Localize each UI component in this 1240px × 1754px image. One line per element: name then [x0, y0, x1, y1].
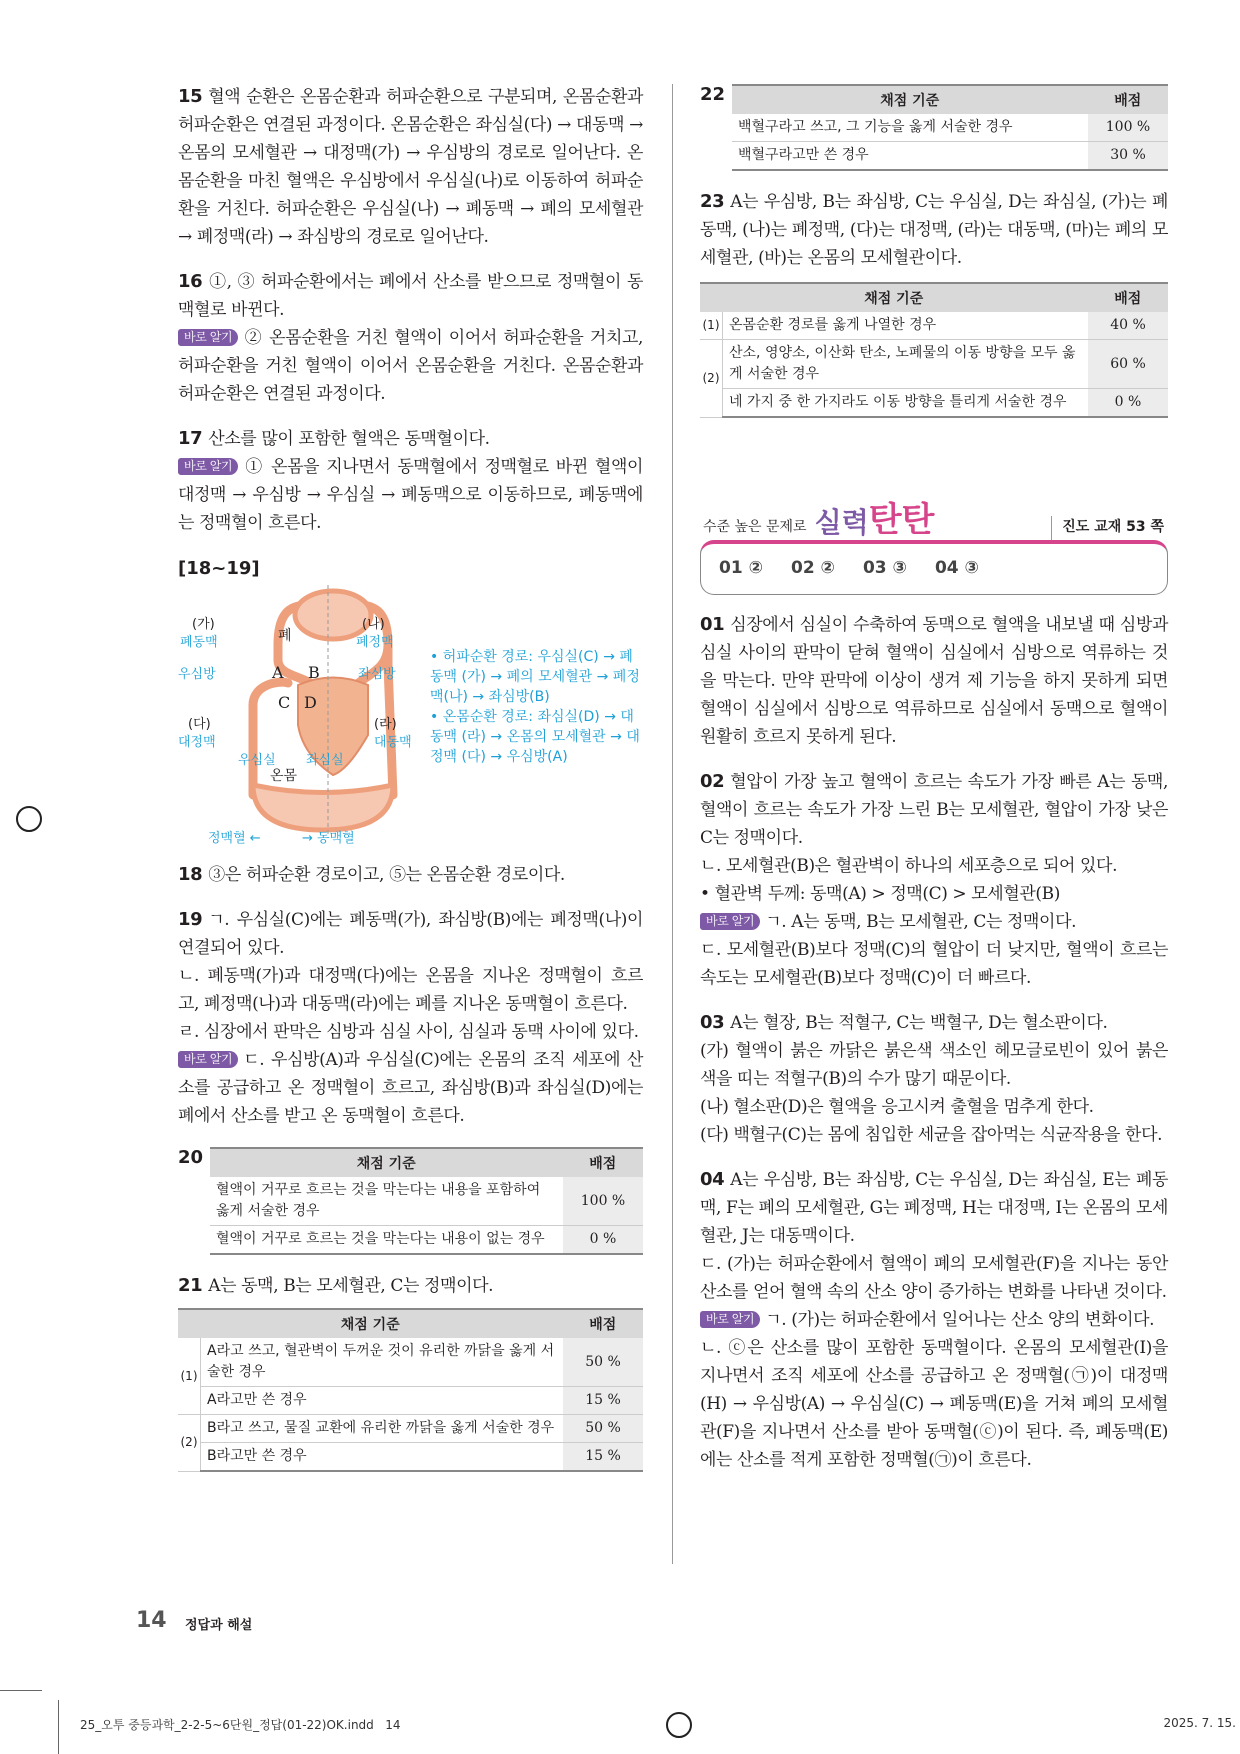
- section-title-part1: 실력: [814, 506, 869, 539]
- table-row: [700, 312, 1168, 340]
- question-number: 23: [700, 191, 725, 212]
- table-row: [210, 1226, 643, 1255]
- answer-text: ③은 허파순환 경로이고, ⑤는 온몸순환 경로이다.: [208, 865, 565, 885]
- left-column: [178, 83, 643, 1472]
- crop-mark: [0, 1690, 42, 1691]
- label-D: D: [304, 693, 317, 712]
- scoring-table-22: [732, 84, 1168, 171]
- correction-badge: 바로 알기: [700, 913, 760, 930]
- score-cell: 100 %: [563, 1177, 644, 1226]
- left-ventricle-label: 좌심실: [306, 753, 344, 768]
- group-label: (2): [178, 1415, 201, 1472]
- question-number: 17: [178, 428, 203, 449]
- table-row: [178, 1415, 643, 1443]
- correction-text: ㄷ. 우심방(A)과 우심실(C)에는 온몸의 조직 세포에 산소를 공급하고 온 정맥혈이 흐르고, 좌심방(B)과 좌심실(D)에는 폐에서 산소를 받고 온 동맥혈이 흐른다.: [178, 1050, 643, 1126]
- pulmonary-vein-label: 폐정맥: [356, 635, 394, 650]
- page-number: 14: [136, 1608, 167, 1633]
- section-title-part2: 탄탄: [868, 500, 935, 540]
- correction-badge: 바로 알기: [178, 1051, 238, 1068]
- label-da: (다): [188, 717, 211, 732]
- table-row: [178, 1387, 643, 1415]
- aorta-label: 대동맥: [374, 735, 412, 750]
- answer-text: ①, ③ 허파순환에서는 폐에서 산소를 받으므로 정맥혈이 동맥혈로 바뀐다.: [178, 272, 643, 320]
- question-number: 04: [700, 1169, 725, 1190]
- column-divider: [672, 84, 673, 1564]
- table-row: [700, 340, 1168, 389]
- circulation-routes: [430, 647, 643, 767]
- answer-text: A는 우심방, B는 좌심방, C는 우심실, D는 좌심실, E는 폐동맥, F는 폐의 모세혈관, G는 폐정맥, H는 대정맥, I는 온몸의 모세혈관, J는 대동맥이다.: [700, 1170, 1168, 1246]
- circulation-diagram: [178, 585, 643, 847]
- answer-line: ㄴ. 폐동맥(가)과 대정맥(다)에는 온몸을 지나온 정맥혈이 흐르고, 폐정맥(나)과 대동맥(라)에는 폐를 지나온 동맥혈이 흐른다.: [178, 966, 643, 1014]
- arterial-blood-label: → 동맥혈: [302, 831, 355, 846]
- score-cell: 30 %: [1088, 142, 1169, 171]
- criteria-cell: B라고 쓰고, 물질 교환에 유리한 까닭을 옳게 서술한 경우: [201, 1415, 563, 1443]
- criteria-cell: B라고만 쓴 경우: [201, 1443, 563, 1472]
- score-cell: 15 %: [563, 1443, 644, 1472]
- header-score: 배점: [1088, 85, 1169, 114]
- group-label: (2): [700, 340, 723, 418]
- criteria-cell: 산소, 영양소, 이산화 탄소, 노폐물의 이동 방향을 모두 옳게 서술한 경우: [723, 340, 1088, 389]
- answer-text: 심장에서 심실이 수축하여 동맥으로 혈액을 내보낼 때 심방과 심실 사이의 판막이 닫혀 혈액이 심실에서 심방으로 역류하는 것을 막는다. 만약 판막에 이상이 생겨 제 기능을 하지 못하게 되면 혈액이 심실에서 심방으로 역류하므로 심실에서 동맥으로 혈액이 원활히 흐르지 못하게 된다.: [700, 615, 1168, 747]
- answer-key-box: [700, 540, 1168, 595]
- score-cell: 40 %: [1088, 312, 1169, 340]
- header-score: 배점: [563, 1148, 644, 1177]
- header-criteria: 채점 기준: [700, 283, 1088, 312]
- criteria-cell: 백혈구라고만 쓴 경우: [732, 142, 1088, 171]
- criteria-cell: A라고 쓰고, 혈관벽이 두꺼운 것이 유리한 까닭을 옳게 서술한 경우: [201, 1338, 563, 1387]
- label-ra: (라): [374, 717, 397, 732]
- question-number: 03: [700, 1012, 725, 1033]
- criteria-cell: 백혈구라고 쓰고, 그 기능을 옳게 서술한 경우: [732, 114, 1088, 142]
- criteria-cell: 혈액이 거꾸로 흐르는 것을 막는다는 내용을 포함하여 옳게 서술한 경우: [210, 1177, 563, 1226]
- right-ventricle-label: 우심실: [238, 753, 276, 768]
- answer-text: A는 우심방, B는 좌심방, C는 우심실, D는 좌심실, (가)는 폐동맥, (나)는 폐정맥, (다)는 대정맥, (라)는 대동맥, (마)는 폐의 모세혈관, (바)는 온몸의 모세혈관이다.: [700, 192, 1168, 268]
- score-cell: 50 %: [563, 1338, 644, 1387]
- question-number: 19: [178, 909, 203, 930]
- answer-04: [700, 1166, 1168, 1474]
- heart-vessel-illustration: [208, 585, 448, 835]
- score-cell: 15 %: [563, 1387, 644, 1415]
- score-cell: 60 %: [1088, 340, 1169, 389]
- answer-03: [700, 1009, 1168, 1149]
- label-na: (나): [362, 617, 385, 632]
- label-C: C: [278, 693, 291, 712]
- correction-text: ㄱ. (가)는 허파순환에서 일어나는 산소 양의 변화이다.: [765, 1310, 1155, 1330]
- label-ga: (가): [192, 617, 215, 632]
- group-label: (1): [700, 312, 723, 340]
- correction-text: ② 온몸순환을 거친 혈액이 이어서 허파순환을 거치고, 허파순환을 거친 혈액이 이어서 온몸순환을 거친다. 온몸순환과 허파순환은 연결된 과정이다.: [178, 328, 643, 404]
- answer-16: [178, 268, 643, 408]
- textbook-page-ref: 진도 교재 53 쪽: [1051, 516, 1168, 540]
- header-score: 배점: [563, 1309, 644, 1338]
- group-label: (1): [178, 1338, 201, 1415]
- header-criteria: 채점 기준: [178, 1309, 563, 1338]
- scoring-table-20: [210, 1147, 643, 1255]
- crop-mark: [58, 1700, 59, 1754]
- answer-17: [178, 425, 643, 537]
- criteria-cell: A라고만 쓴 경우: [201, 1387, 563, 1415]
- label-B: B: [308, 663, 320, 682]
- answer-15: [178, 83, 643, 251]
- criteria-cell: 혈액이 거꾸로 흐르는 것을 막는다는 내용이 없는 경우: [210, 1226, 563, 1255]
- answer-21: [178, 1272, 643, 1300]
- correction-badge: 바로 알기: [700, 1311, 760, 1328]
- score-cell: 0 %: [563, 1226, 644, 1255]
- answer-line: ㄴ. 모세혈관(B)은 혈관벽이 하나의 세포층으로 되어 있다.: [700, 856, 1118, 876]
- systemic-route: • 온몸순환 경로: 좌심실(D) → 대동맥 (라) → 온몸의 모세혈관 → 대정맥 (다) → 우심방(A): [430, 709, 640, 765]
- table-row: [732, 142, 1168, 171]
- answer-line: ㄷ. (가)는 허파순환에서 혈액이 폐의 모세혈관(F)을 지나는 동안 산소를 얻어 혈액 속의 산소 양이 증가하는 변화를 나타낸 것이다.: [700, 1254, 1168, 1302]
- body-label: 온몸: [270, 768, 298, 784]
- scoring-table-23: [700, 282, 1168, 418]
- answer-02: [700, 768, 1168, 992]
- question-number: 21: [178, 1275, 203, 1296]
- table-row: [210, 1177, 643, 1226]
- correction-text: ㄱ. A는 동맥, B는 모세혈관, C는 정맥이다.: [765, 912, 1077, 932]
- left-atrium-label: 좌심방: [358, 667, 396, 682]
- answer-line: • 혈관벽 두께: 동맥(A) > 정맥(C) > 모세혈관(B): [700, 884, 1060, 904]
- answer-line: (나) 혈소판(D)은 혈액을 응고시켜 출혈을 멈추게 한다.: [700, 1097, 1094, 1117]
- label-A: A: [272, 663, 284, 682]
- correction-badge: 바로 알기: [178, 458, 238, 475]
- answer-19: [178, 906, 643, 1130]
- registration-mark-icon: [16, 806, 42, 832]
- answer-key-item: 02 ②: [790, 558, 835, 578]
- venous-blood-label: 정맥혈 ←: [208, 831, 261, 846]
- footer-date: 2025. 7. 15.: [1163, 1716, 1236, 1730]
- question-number-22: 22: [700, 84, 726, 105]
- question-number: 18: [178, 864, 203, 885]
- answer-line: ㄷ. 모세혈관(B)보다 정맥(C)의 혈압이 더 낮지만, 혈액이 흐르는 속도는 모세혈관(B)보다 정맥(C)이 더 빠르다.: [700, 940, 1168, 988]
- score-cell: 100 %: [1088, 114, 1169, 142]
- answer-text: ㄱ. 우심실(C)에는 폐동맥(가), 좌심방(B)에는 폐정맥(나)이 연결되어 있다.: [178, 910, 643, 958]
- answer-20: [178, 1147, 643, 1255]
- score-cell: 0 %: [1088, 389, 1169, 418]
- header-criteria: 채점 기준: [210, 1148, 563, 1177]
- answer-text: 혈액 순환은 온몸순환과 허파순환으로 구분되며, 온몸순환과 허파순환은 연결된 과정이다. 온몸순환은 좌심실(다) → 대동맥 → 온몸의 모세혈관 → 대정맥(가) → 우심방의 경로로 일어난다. 온몸순환을 마친 혈액은 우심방에서 우심실(나)로 이동하여 허파순환을 거친다. 허파순환은 우심실(나) → 폐동맥 → 폐의 모세혈관 → 폐정맥(라) → 좌심방의 경로로 일어난다.: [178, 87, 643, 247]
- table-row: [732, 114, 1168, 142]
- question-number: 16: [178, 271, 203, 292]
- answer-22: [700, 84, 1168, 171]
- correction-badge: 바로 알기: [178, 329, 238, 346]
- criteria-cell: 온몸순환 경로를 옳게 나열한 경우: [723, 312, 1088, 340]
- answer-line: ㄴ. ⓒ은 산소를 많이 포함한 동맥혈이다. 온몸의 모세혈관(I)을 지나면서 조직 세포에 산소를 공급하고 온 정맥혈(㉠)이 대정맥(H) → 우심방(A) → 우심실(C) → 폐동맥(E)을 거쳐 폐의 모세혈관(F)을 지나면서 산소를 받아 동맥혈(ⓒ)이 된다. 즉, 폐동맥(E)에는 산소를 적게 포함한 정맥혈(㉠)이 흐른다.: [700, 1338, 1168, 1470]
- pulmonary-route: • 허파순환 경로: 우심실(C) → 폐동맥 (가) → 폐의 모세혈관 → 폐정맥(나) → 좌심방(B): [430, 649, 640, 705]
- score-cell: 50 %: [563, 1415, 644, 1443]
- correction-text: ① 온몸을 지나면서 동맥혈에서 정맥혈로 바뀐 혈액이 대정맥 → 우심방 → 우심실 → 폐동맥으로 이동하므로, 폐동맥에는 정맥혈이 흐른다.: [178, 457, 643, 533]
- right-column: [700, 84, 1168, 1474]
- group-label: [18~19]: [178, 558, 260, 579]
- right-atrium-label: 우심방: [178, 667, 216, 682]
- answer-18: [178, 861, 643, 889]
- question-number: 02: [700, 771, 725, 792]
- answer-key-item: 04 ③: [934, 558, 979, 578]
- question-number: 15: [178, 86, 203, 107]
- answer-line: ㄹ. 심장에서 판막은 심방과 심실 사이, 심실과 동맥 사이에 있다.: [178, 1022, 639, 1042]
- question-number-20: 20: [178, 1147, 204, 1168]
- criteria-cell: 네 가지 중 한 가지라도 이동 방향을 틀리게 서술한 경우: [723, 389, 1088, 418]
- answer-line: (다) 백혈구(C)는 몸에 침입한 세균을 잡아먹는 식균작용을 한다.: [700, 1125, 1163, 1145]
- answer-text: A는 동맥, B는 모세혈관, C는 정맥이다.: [208, 1276, 494, 1296]
- section-header: [700, 498, 1168, 540]
- answer-text: 산소를 많이 포함한 혈액은 동맥혈이다.: [208, 429, 490, 449]
- answer-01: [700, 611, 1168, 751]
- header-criteria: 채점 기준: [732, 85, 1088, 114]
- body-capillaries: [253, 785, 393, 830]
- scoring-table-21: [178, 1308, 643, 1472]
- footer-filename: 25_오투 중등과학_2-2-5~6단원_정답(01-22)OK.indd 14: [80, 1718, 401, 1732]
- header-score: 배점: [1088, 283, 1169, 312]
- answer-line: (가) 혈액이 붉은 까닭은 붉은색 색소인 헤모글로빈이 있어 붉은색을 띠는 적혈구(B)의 수가 많기 때문이다.: [700, 1041, 1168, 1089]
- section-prefix: 수준 높은 문제로: [703, 519, 807, 535]
- table-row: [700, 389, 1168, 418]
- pulmonary-artery-label: 폐동맥: [180, 635, 218, 650]
- registration-mark-icon: [666, 1712, 692, 1738]
- question-number: 01: [700, 614, 725, 635]
- answer-text: A는 혈장, B는 적혈구, C는 백혈구, D는 혈소판이다.: [730, 1013, 1108, 1033]
- answer-key-item: 01 ②: [719, 558, 763, 578]
- footer-section-title: 정답과 해설: [185, 1618, 253, 1633]
- answer-23: [700, 188, 1168, 272]
- lung-label: 폐: [278, 628, 292, 644]
- answer-text: 혈압이 가장 높고 혈액이 흐르는 속도가 가장 빠른 A는 동맥, 혈액이 흐르는 속도가 가장 느린 B는 모세혈관, 혈압이 가장 낮은 C는 정맥이다.: [700, 772, 1168, 848]
- table-row: [178, 1443, 643, 1472]
- vena-cava-label: 대정맥: [178, 735, 216, 750]
- table-row: [178, 1338, 643, 1387]
- answer-key-item: 03 ③: [862, 558, 907, 578]
